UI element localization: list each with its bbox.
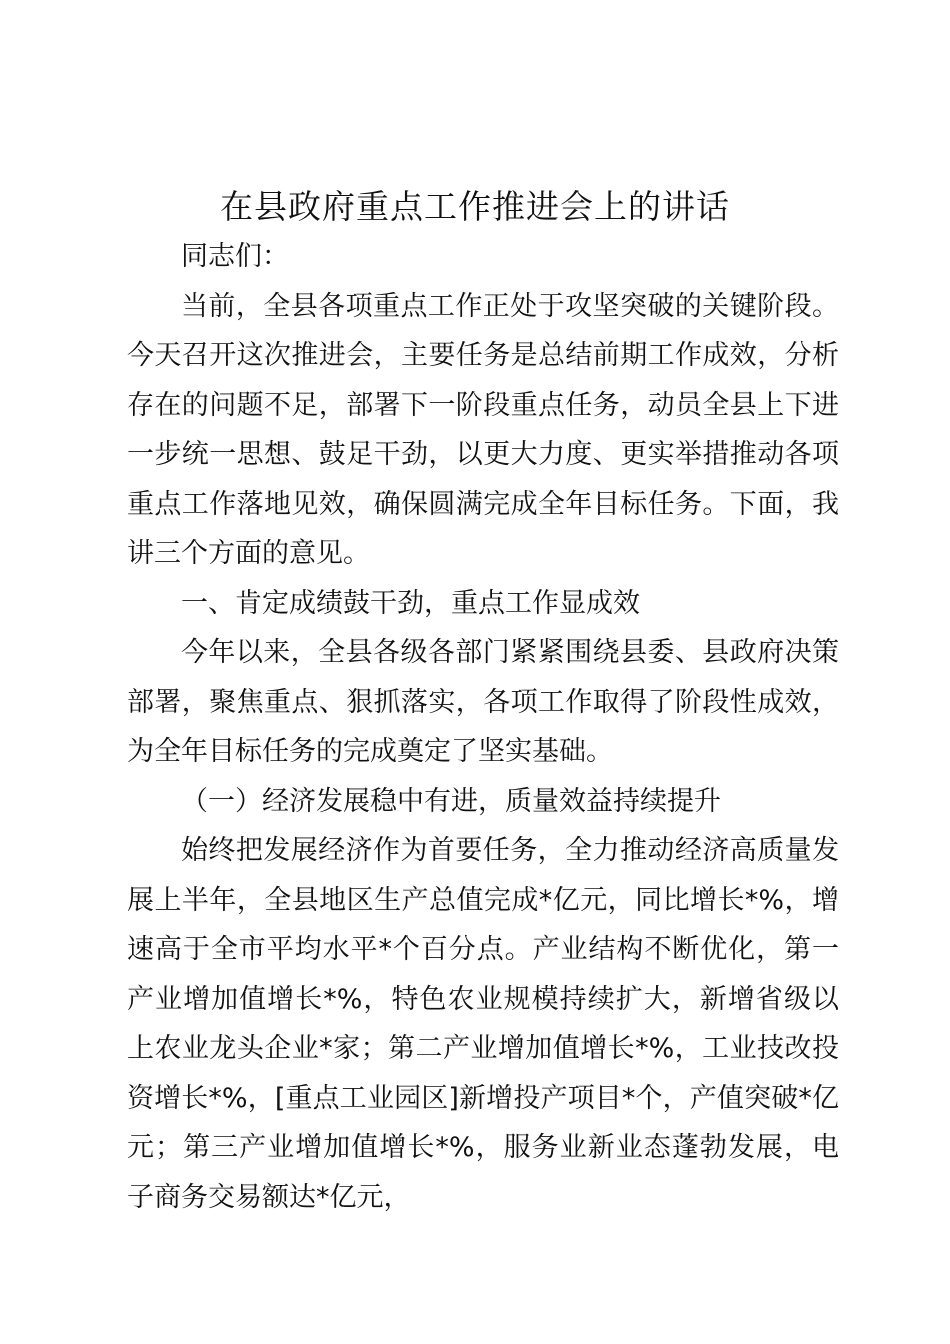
salutation: 同志们： — [181, 241, 289, 272]
section-1-paragraph: 今年以来，全县各级各部门紧紧围绕县委、县政府决策部署，聚焦重点、狠抓落实，各项工作取得了阶段性成效，为全年目标任务的完成奠定了坚实基础。 — [127, 637, 839, 767]
section-heading-1: 一、肯定成绩鼓干劲，重点工作显成效 — [181, 587, 640, 619]
subsection-heading-1: （一）经济发展稳中有进，质量效益持续提升 — [181, 785, 721, 817]
document-title: 在县政府重点工作推进会上的讲话 — [220, 187, 730, 226]
document-body — [127, 232, 839, 1222]
intro-paragraph: 当前，全县各项重点工作正处于攻坚突破的关键阶段。今天召开这次推进会，主要任务是总结前期工作成效，分析存在的问题不足，部署下一阶段重点任务，动员全县上下进一步统一思想、鼓足干劲，以更大力度、更实举措推动各项重点工作落地见效，确保圆满完成全年目标任务。下面，我讲三个方面的意见。 — [127, 290, 839, 569]
subsection-1-paragraph: 始终把发展经济作为首要任务，全力推动经济高质量发展上半年，全县地区生产总值完成*亿元，同比增长*%，增速高于全市平均水平*个百分点。产业结构不断优化，第一产业增加值增长*%，特色农业规模持续扩大，新增省级以上农业龙头企业*家；第二产业增加值增长*%，工业技改投资增长*%，[重点工业园区]新增投产项目*个，产值突破*亿元；第三产业增加值增长*%，服务业新业态蓬勃发展，电子商务交易额达*亿元， — [127, 835, 839, 1213]
